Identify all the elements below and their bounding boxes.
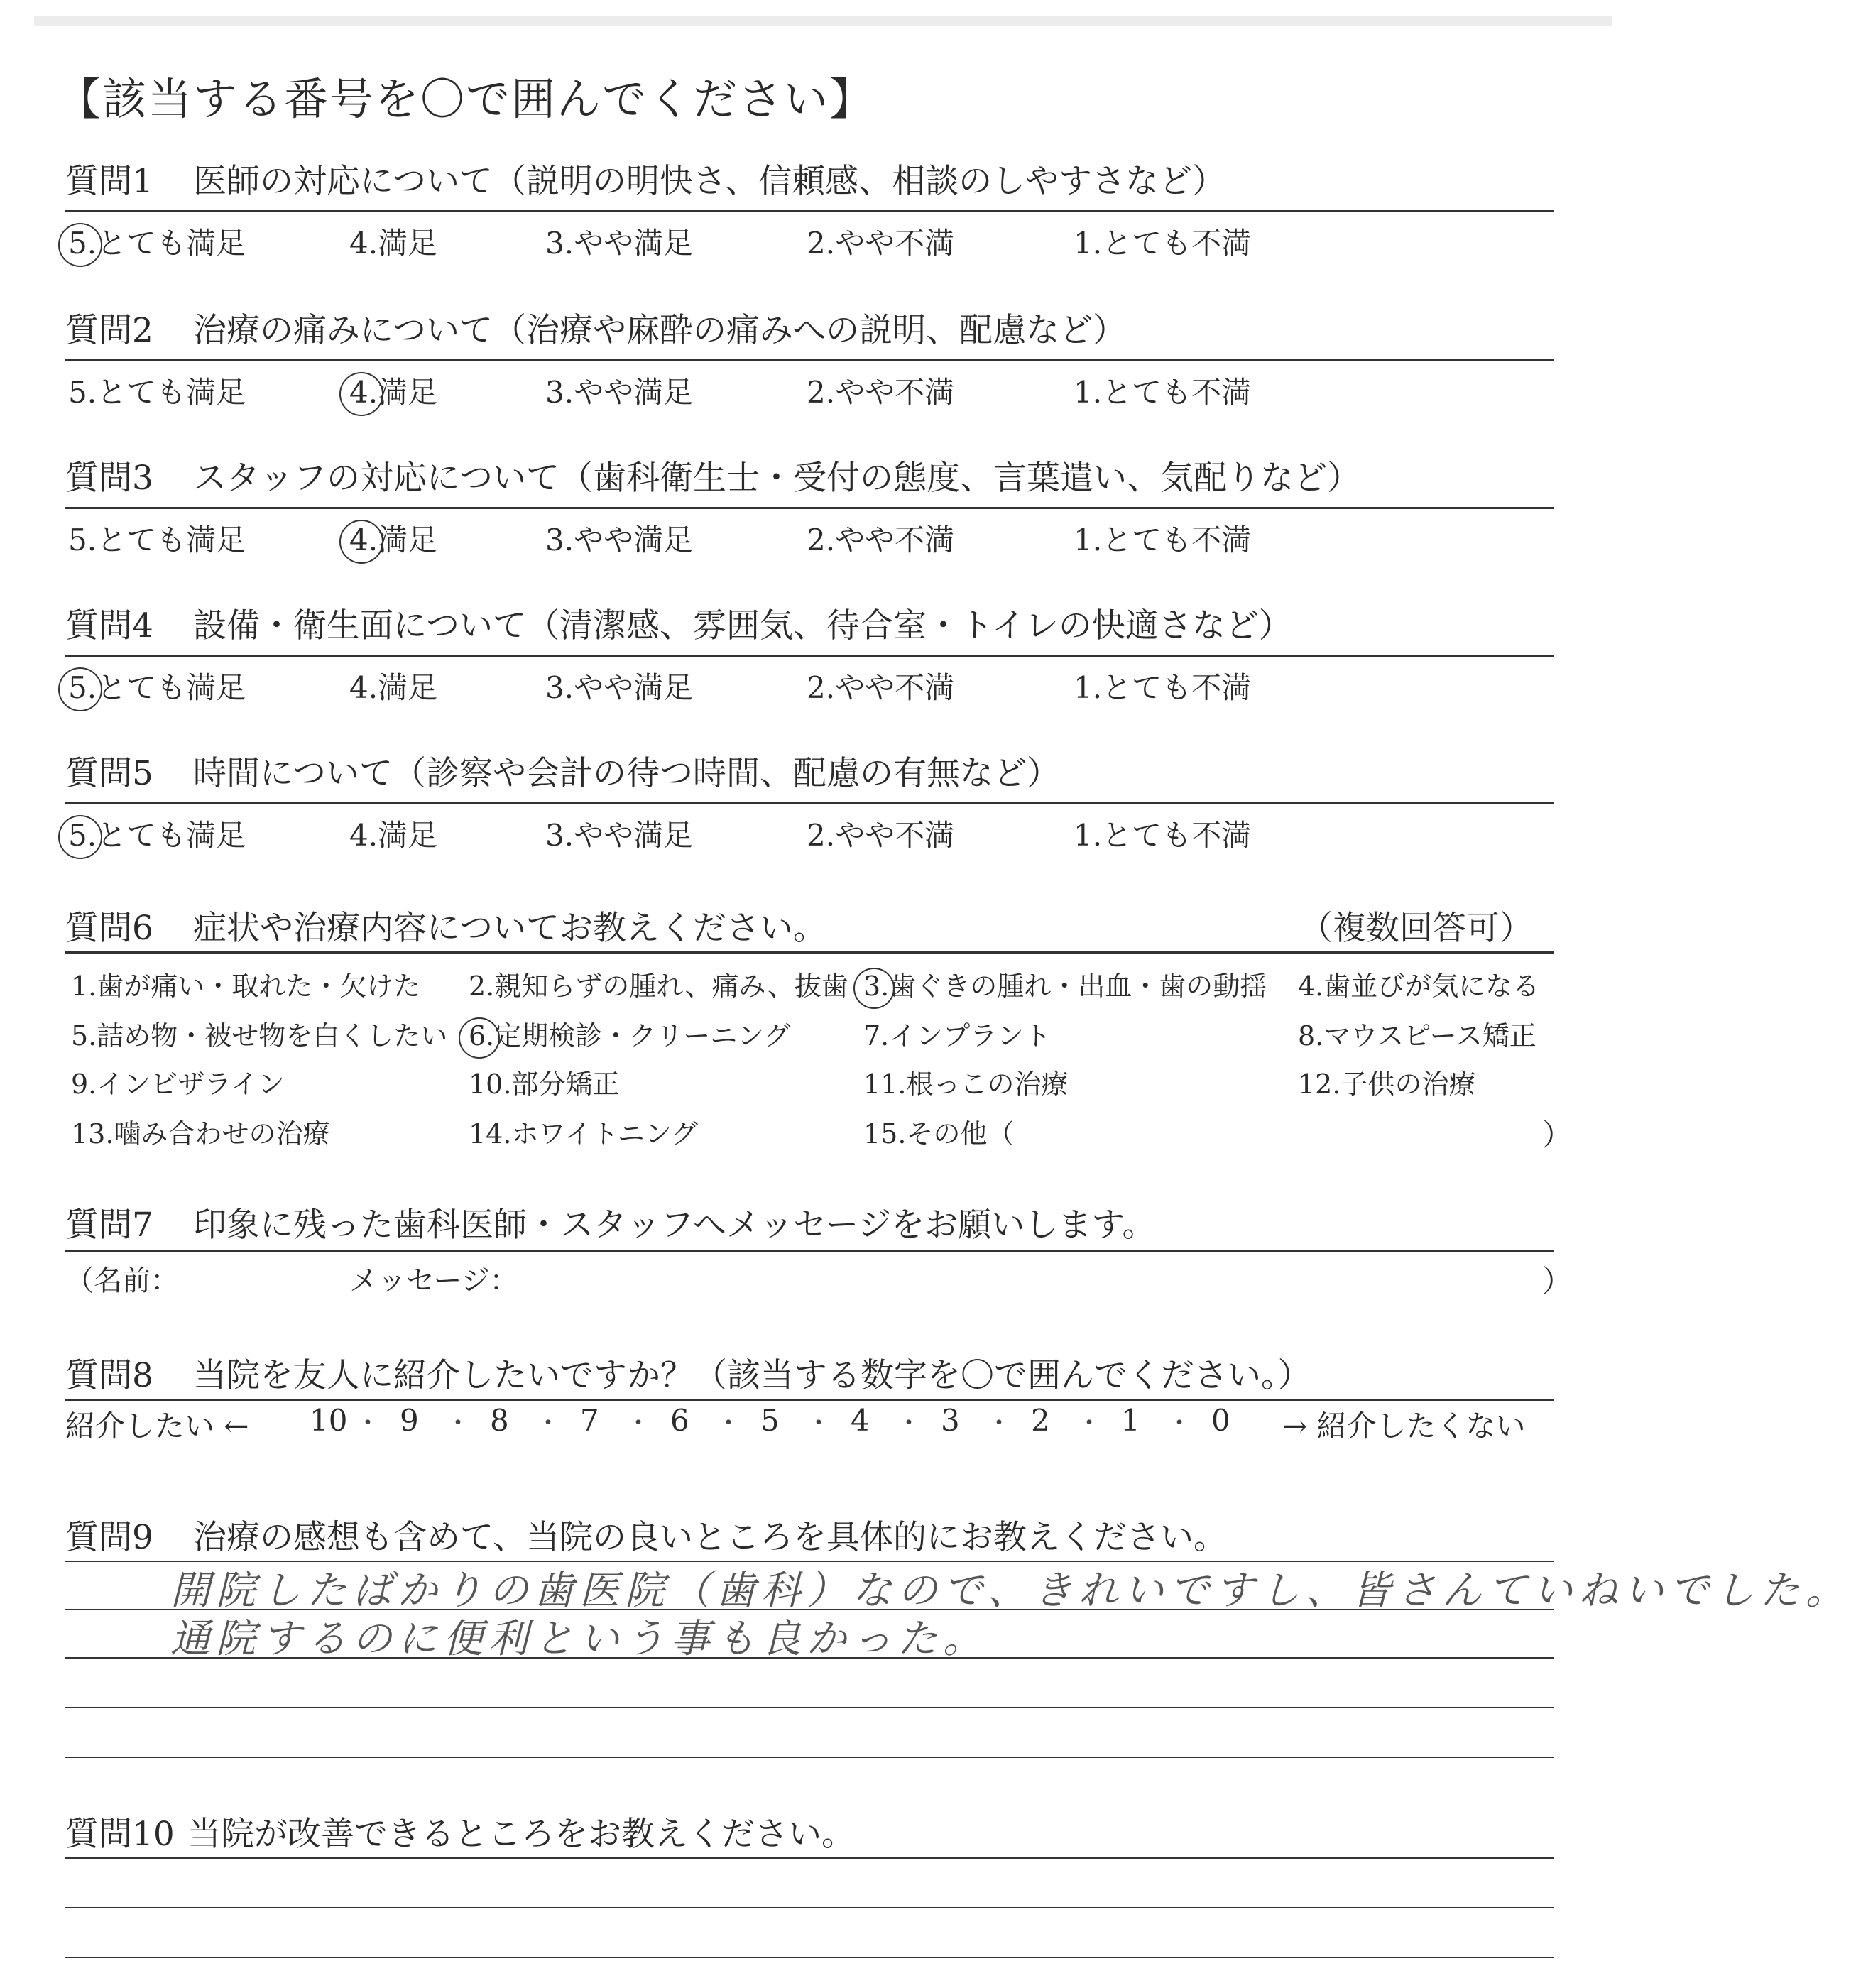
q2-text: 治療の痛みについて（治療や麻酔の痛みへの説明、配慮など） xyxy=(193,311,1127,350)
q1-text: 医師の対応について（説明の明快さ、信頼感、相談のしやすさなど） xyxy=(193,162,1226,201)
option-label: やや不満 xyxy=(835,523,955,557)
option-number: 13. xyxy=(71,1118,114,1149)
q9-text: 治療の感想も含めて、当院の良いところを具体的にお教えください。 xyxy=(193,1518,1228,1557)
option-label: 歯並びが気になる xyxy=(1323,971,1540,1002)
q3-option[interactable] xyxy=(545,517,693,559)
option-number: 1. xyxy=(1074,226,1103,261)
q9-number: 質問9 xyxy=(65,1518,153,1557)
q3-rule xyxy=(65,507,1554,509)
q3-option[interactable] xyxy=(68,517,246,559)
q6-option[interactable] xyxy=(863,1014,1051,1053)
q9-line-4 xyxy=(65,1707,1554,1708)
option-number: 4. xyxy=(349,226,378,261)
q8-scale-number[interactable]: 10 xyxy=(310,1403,348,1438)
option-number: 1. xyxy=(1074,375,1103,410)
option-label: とても不満 xyxy=(1102,375,1252,410)
q4-option[interactable] xyxy=(545,665,693,707)
q7-message-label: メッセージ： xyxy=(349,1265,518,1297)
q6-text: 症状や治療内容についてお教えください。 xyxy=(193,909,827,948)
q6-option[interactable] xyxy=(863,964,1267,1003)
q8-right-label: → 紹介したくない xyxy=(1282,1409,1526,1443)
q7-close-paren: ） xyxy=(1542,1264,1573,1299)
q3-option[interactable] xyxy=(1074,517,1251,559)
option-label: やや満足 xyxy=(574,375,694,410)
option-number: 7. xyxy=(863,1020,890,1052)
option-number: 1. xyxy=(1074,818,1103,853)
q6-option[interactable] xyxy=(71,1112,329,1151)
q1-title xyxy=(65,155,1225,202)
option-number: 14. xyxy=(469,1118,512,1149)
q4-number: 質問4 xyxy=(65,606,153,645)
q8-scale-number[interactable]: 2 xyxy=(1031,1403,1050,1438)
option-label: やや不満 xyxy=(835,670,955,705)
option-number: 5. xyxy=(68,523,97,557)
option-number: 9. xyxy=(71,1069,97,1100)
q6-option[interactable] xyxy=(71,1062,285,1101)
q5-option[interactable] xyxy=(1074,812,1251,855)
q3-title xyxy=(65,452,1360,499)
option-number: 1. xyxy=(1074,523,1103,557)
option-label: やや不満 xyxy=(835,818,955,853)
scan-edge xyxy=(34,16,1612,26)
option-number: 4. xyxy=(1298,971,1324,1002)
q2-option[interactable] xyxy=(545,369,693,412)
q5-title xyxy=(65,747,1060,794)
q5-number: 質問5 xyxy=(65,754,153,793)
q1-rule xyxy=(65,210,1554,212)
option-label: 満足 xyxy=(378,670,438,705)
q5-option[interactable] xyxy=(545,812,693,855)
option-number: 11. xyxy=(863,1069,907,1100)
option-label: やや満足 xyxy=(574,523,694,557)
q9-answer-line-1: 開院したばかりの歯医院（歯科）なので、きれいですし、皆さんていねいでした。 xyxy=(170,1568,1851,1614)
q8-scale-number[interactable]: 1 xyxy=(1121,1403,1140,1438)
option-label: やや不満 xyxy=(835,226,955,261)
q4-option[interactable] xyxy=(68,665,246,707)
q2-title xyxy=(65,304,1126,351)
option-number: 5. xyxy=(68,375,97,410)
q8-scale-number[interactable]: 4 xyxy=(851,1403,870,1438)
q3-option[interactable] xyxy=(807,517,954,559)
q10-line-2 xyxy=(65,1907,1554,1908)
q4-option[interactable] xyxy=(349,665,437,707)
q2-option[interactable] xyxy=(68,369,246,412)
option-number: 2. xyxy=(807,375,836,410)
q8-scale-separator: ・ xyxy=(986,1409,1012,1438)
option-label: 満足 xyxy=(378,523,438,557)
q2-option[interactable] xyxy=(807,369,954,412)
option-label: 満足 xyxy=(378,226,438,261)
option-number: 8. xyxy=(1298,1020,1324,1052)
option-number: 1. xyxy=(71,971,97,1002)
q6-number: 質問6 xyxy=(65,909,153,948)
q5-option[interactable] xyxy=(349,812,437,855)
q4-option[interactable] xyxy=(1074,665,1251,707)
q8-scale-number[interactable]: 7 xyxy=(580,1403,599,1438)
q8-scale-separator: ・ xyxy=(535,1409,562,1438)
option-label: 噛み合わせの治療 xyxy=(114,1118,330,1149)
q8-number: 質問8 xyxy=(65,1356,153,1395)
option-label: とても満足 xyxy=(97,670,246,705)
q4-title xyxy=(65,599,1292,647)
q8-scale-number[interactable]: 8 xyxy=(490,1403,509,1438)
option-number: 5. xyxy=(68,226,97,261)
q7-title xyxy=(65,1198,1155,1246)
q6-option[interactable] xyxy=(1298,1014,1536,1053)
q10-line-3 xyxy=(65,1957,1554,1958)
q1-option[interactable] xyxy=(349,220,437,263)
q6-option[interactable] xyxy=(469,1062,619,1101)
option-label: とても不満 xyxy=(1102,818,1252,853)
q8-title xyxy=(65,1349,1311,1397)
q7-name-label: （名前： xyxy=(65,1265,179,1297)
q6-option[interactable] xyxy=(469,964,848,1003)
q6-option[interactable] xyxy=(863,1062,1068,1101)
option-number: 6. xyxy=(469,1020,495,1052)
option-number: 3. xyxy=(545,523,574,557)
q8-scale-number[interactable]: 6 xyxy=(670,1403,689,1438)
option-label: 歯が痛い・取れた・欠けた xyxy=(97,971,421,1002)
q8-scale-number[interactable]: 0 xyxy=(1211,1403,1230,1438)
option-number: 3. xyxy=(545,226,574,261)
q10-line-1 xyxy=(65,1857,1554,1859)
q8-scale-number[interactable]: 5 xyxy=(760,1403,780,1438)
q8-scale-separator: ・ xyxy=(1076,1409,1103,1438)
q8-scale-separator: ・ xyxy=(1167,1409,1193,1438)
option-label: 歯ぐきの腫れ・出血・歯の動揺 xyxy=(889,971,1267,1002)
option-number: 5. xyxy=(68,670,97,705)
q8-scale-number[interactable]: 3 xyxy=(941,1403,960,1438)
option-number: 10. xyxy=(469,1069,512,1100)
option-number: 3. xyxy=(863,971,890,1002)
option-label: とても不満 xyxy=(1102,670,1252,705)
form-heading: 【該当する番号を〇で囲んでください】 xyxy=(57,73,875,125)
q1-option[interactable] xyxy=(1074,220,1251,263)
q7-text: 印象に残った歯科医師・スタッフへメッセージをお願いします。 xyxy=(193,1206,1156,1245)
q1-option[interactable] xyxy=(545,220,693,263)
q2-number: 質問2 xyxy=(65,311,153,350)
option-number: 4. xyxy=(349,523,378,557)
q4-text: 設備・衛生面について（清潔感、雰囲気、待合室・トイレの快適さなど） xyxy=(193,606,1292,645)
option-label: とても満足 xyxy=(97,375,246,410)
q5-option[interactable] xyxy=(68,812,246,855)
q3-text: スタッフの対応について（歯科衛生士・受付の態度、言葉遣い、気配りなど） xyxy=(193,459,1361,498)
option-number: 2. xyxy=(807,523,836,557)
option-label: インプラント xyxy=(889,1020,1052,1052)
option-number: 4. xyxy=(349,670,378,705)
option-number: 3. xyxy=(545,375,574,410)
q10-number: 質問10 xyxy=(65,1815,175,1854)
q6-option[interactable] xyxy=(71,1014,447,1053)
q8-scale-separator: ・ xyxy=(355,1409,381,1438)
q9-answer-line-2: 通院するのに便利という事も良かった。 xyxy=(170,1616,988,1662)
option-label: 定期検診・クリーニング xyxy=(494,1020,791,1052)
q8-rule xyxy=(65,1399,1554,1401)
q4-option[interactable] xyxy=(807,665,954,707)
q8-scale-separator: ・ xyxy=(445,1409,471,1438)
q8-scale-separator: ・ xyxy=(806,1409,832,1438)
option-label: その他（ xyxy=(906,1118,1015,1149)
option-label: 満足 xyxy=(378,818,438,853)
q4-rule xyxy=(65,655,1554,657)
q6-option[interactable] xyxy=(71,964,420,1003)
q8-scale-separator: ・ xyxy=(716,1409,742,1438)
q8-scale-separator: ・ xyxy=(626,1409,652,1438)
option-label: やや満足 xyxy=(574,670,694,705)
q6-option[interactable] xyxy=(469,1112,698,1151)
option-label: マウスピース矯正 xyxy=(1323,1020,1536,1052)
option-label: とても満足 xyxy=(97,226,246,261)
option-number: 4. xyxy=(349,818,378,853)
option-number: 3. xyxy=(545,818,574,853)
option-label: 子供の治療 xyxy=(1341,1069,1476,1100)
q6-note: （複数回答可） xyxy=(1299,909,1533,948)
option-number: 15. xyxy=(863,1118,907,1149)
option-label: やや不満 xyxy=(835,375,955,410)
q6-option[interactable] xyxy=(863,1112,1014,1151)
q1-option[interactable] xyxy=(807,220,954,263)
option-label: 部分矯正 xyxy=(511,1069,620,1100)
option-label: とても満足 xyxy=(97,523,246,557)
option-label: 満足 xyxy=(378,375,438,410)
q6-option[interactable] xyxy=(469,1014,791,1053)
option-label: 詰め物・被せ物を白くしたい xyxy=(97,1020,448,1052)
option-number: 2. xyxy=(807,670,836,705)
q6-rule xyxy=(65,951,1554,954)
option-label: やや満足 xyxy=(574,226,694,261)
option-label: とても不満 xyxy=(1102,523,1252,557)
option-number: 2. xyxy=(807,818,836,853)
q1-number: 質問1 xyxy=(65,162,153,201)
q8-text: 当院を友人に紹介したいですか？（該当する数字を〇で囲んでください。） xyxy=(193,1356,1311,1395)
option-number: 1. xyxy=(1074,670,1103,705)
q2-option[interactable] xyxy=(1074,369,1251,412)
option-number: 5. xyxy=(68,818,97,853)
q2-option[interactable] xyxy=(349,369,437,412)
option-label: インビザライン xyxy=(97,1069,285,1100)
option-number: 3. xyxy=(545,670,574,705)
option-number: 4. xyxy=(349,375,378,410)
q1-option[interactable] xyxy=(68,220,246,263)
q6-option[interactable] xyxy=(1298,1062,1475,1101)
q5-text: 時間について（診察や会計の待つ時間、配慮の有無など） xyxy=(193,754,1061,793)
option-number: 2. xyxy=(469,971,495,1002)
option-label: とても不満 xyxy=(1102,226,1252,261)
option-number: 12. xyxy=(1298,1069,1341,1100)
q7-number: 質問7 xyxy=(65,1206,153,1245)
q9-title xyxy=(65,1511,1227,1558)
q3-number: 質問3 xyxy=(65,459,153,498)
option-label: とても満足 xyxy=(97,818,246,853)
q2-rule xyxy=(65,359,1554,361)
q3-option[interactable] xyxy=(349,517,437,559)
option-number: 5. xyxy=(71,1020,97,1052)
q6-title xyxy=(65,902,826,949)
q10-text: 当院が改善できるところをお教えください。 xyxy=(187,1815,855,1854)
q8-scale-separator: ・ xyxy=(896,1409,922,1438)
option-label: やや満足 xyxy=(574,818,694,853)
option-label: 親知らずの腫れ、痛み、抜歯 xyxy=(494,971,848,1002)
option-label: 根っこの治療 xyxy=(906,1069,1069,1100)
q7-rule xyxy=(65,1250,1554,1252)
option-number: 2. xyxy=(807,226,836,261)
option-label: ホワイトニング xyxy=(511,1118,699,1149)
q5-option[interactable] xyxy=(807,812,954,855)
q8-scale-number[interactable]: 9 xyxy=(400,1403,419,1438)
q6-close-paren: ） xyxy=(1542,1118,1573,1152)
q10-title xyxy=(65,1808,855,1855)
q9-line-5 xyxy=(65,1757,1554,1758)
q8-left-label: 紹介したい ← xyxy=(65,1409,249,1443)
q5-rule xyxy=(65,802,1554,804)
q6-option[interactable] xyxy=(1298,964,1539,1003)
